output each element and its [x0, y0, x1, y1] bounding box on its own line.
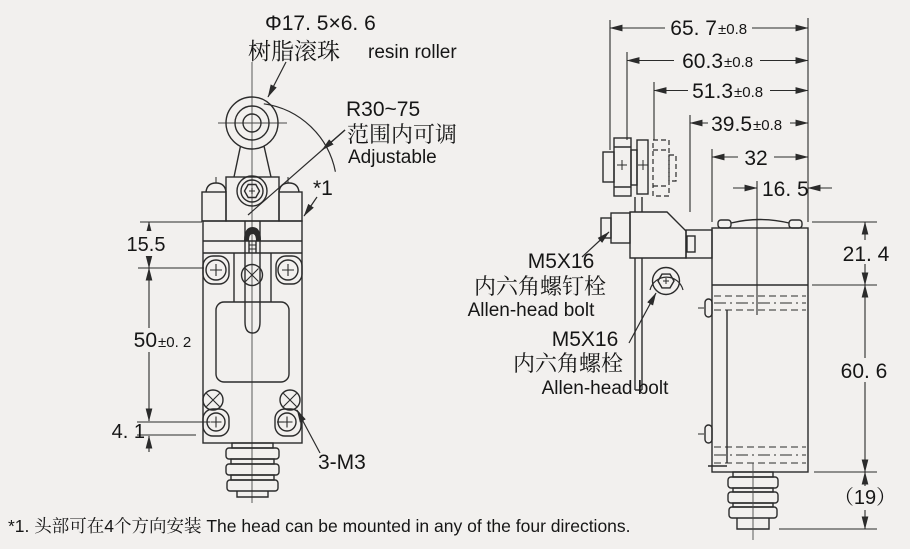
dim-16-5: 16. 5 [762, 178, 809, 201]
dim-65-7-tol: ±0.8 [718, 21, 748, 38]
bellows-side [728, 463, 778, 540]
lever-arm-front [234, 146, 271, 177]
bolt-bottom-en: Allen-head bolt [541, 378, 669, 399]
switch-body-side [698, 220, 808, 473]
labels [8, 12, 896, 536]
footnote: *1. 头部可在4个方向安装 The head can be mounted in any of the four directions. [8, 516, 631, 536]
dim-60-3-tol: ±0.8 [724, 54, 754, 71]
roller-spec-label: Φ17. 5×6. 6 [265, 12, 376, 35]
dim-51-3-value: 51.3 [692, 80, 733, 103]
radius-range-en: Adjustable [348, 147, 437, 168]
dim-50-tol: ±0. 2 [158, 334, 192, 351]
dim-19: （19） [833, 487, 897, 509]
dim-32: 32 [744, 147, 768, 170]
head-block-front [226, 176, 279, 221]
mounting-screws-middle [203, 256, 302, 286]
bolt-top-size: M5X16 [527, 250, 595, 273]
leader-lines-left [268, 62, 320, 453]
hex-bolt-side [650, 268, 683, 295]
dim-51-3-tol: ±0.8 [734, 84, 764, 101]
dim-39-5-value: 39.5 [711, 113, 752, 136]
dim-39-5-tol: ±0.8 [753, 117, 783, 134]
bellows-front [226, 443, 279, 497]
dimension-lines-right [610, 28, 865, 529]
radius-range-zh: 范围内可调 [347, 122, 458, 147]
bolt-bottom-zh: 内六角螺栓 [512, 351, 624, 376]
clamp-bolt-side [601, 213, 630, 243]
dim-60-6: 60. 6 [840, 360, 888, 383]
bolt-bottom-size: M5X16 [551, 328, 619, 351]
lever-rod-side [635, 258, 642, 390]
dim-65-7-value: 65. 7 [670, 17, 717, 40]
star-note: *1 [313, 177, 333, 200]
dim-50-value: 50 [133, 329, 157, 352]
dim-15-5: 15.5 [126, 234, 166, 256]
dim-21-4: 21. 4 [842, 243, 890, 266]
roller-label-en: resin roller [368, 42, 457, 63]
dim-60-3-value: 60.3 [682, 50, 723, 73]
radius-range-label: R30~75 [346, 98, 421, 121]
roller-side-phantom [653, 140, 676, 196]
centerlines [218, 62, 287, 503]
bolt-top-en: Allen-head bolt [467, 300, 595, 321]
roller-label-zh: 树脂滚珠 [248, 38, 340, 64]
front-view [137, 62, 345, 503]
dim-4-1: 4. 1 [111, 421, 145, 443]
screw-note-3m3: 3-M3 [318, 451, 366, 474]
bolt-top-zh: 内六角螺钉栓 [473, 274, 607, 299]
head-block-side [630, 197, 712, 258]
